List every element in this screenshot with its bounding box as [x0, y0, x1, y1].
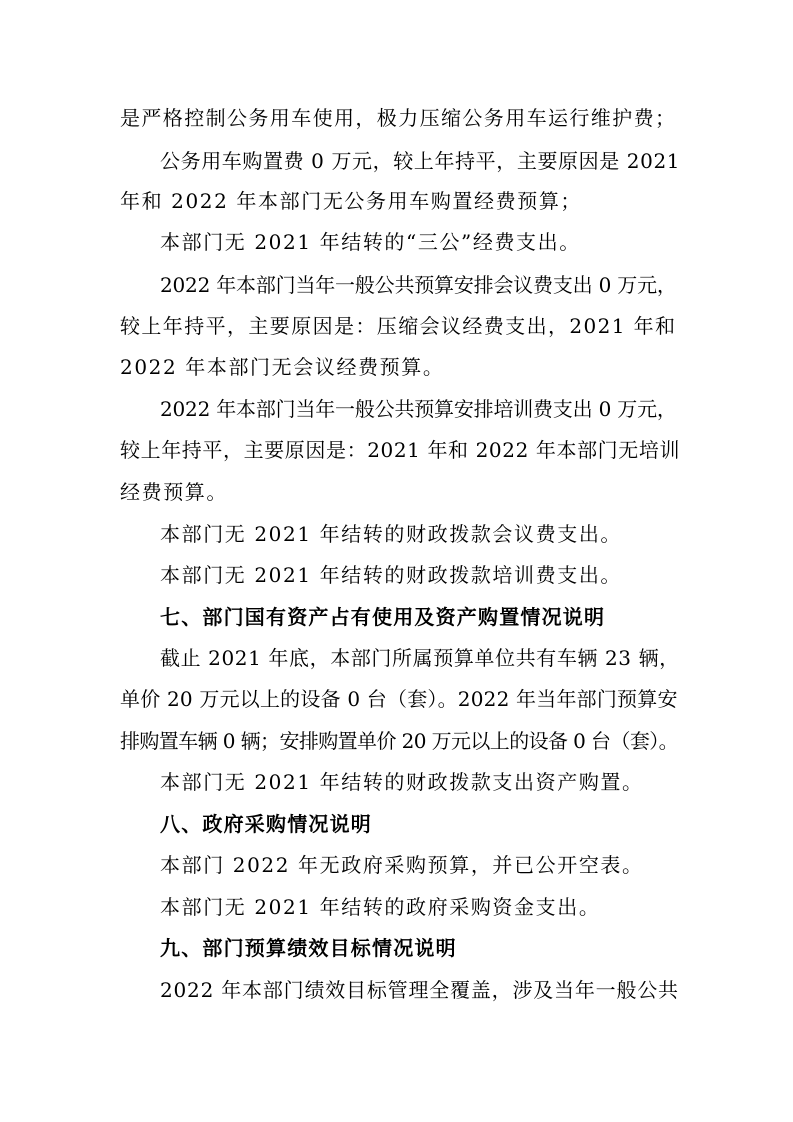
section-heading-9: 九、部门预算绩效目标情况说明 [160, 936, 457, 960]
paragraph-line: 公务用车购置费 0 万元，较上年持平，主要原因是 2021 [160, 149, 681, 173]
paragraph-line: 较上年持平，主要原因是：压缩会议经费支出，2021 年和 [120, 314, 677, 338]
paragraph-line: 2022 年本部门无会议经费预算。 [120, 355, 445, 379]
paragraph-line: 较上年持平，主要原因是：2021 年和 2022 年本部门无培训 [120, 438, 681, 462]
paragraph-line: 2022 年本部门当年一般公共预算安排会议费支出 0 万元， [160, 273, 677, 297]
paragraph-line: 年和 2022 年本部门无公务用车购置经费预算； [120, 189, 583, 213]
section-heading-7: 七、部门国有资产占有使用及资产购置情况说明 [160, 605, 606, 629]
section-heading-8: 八、政府采购情况说明 [160, 812, 372, 836]
paragraph-line: 截止 2021 年底，本部门所属预算单位共有车辆 23 辆， [160, 646, 680, 670]
paragraph-line: 本部门无 2021 年结转的财政拨款支出资产购置。 [160, 770, 644, 794]
paragraph-line: 是严格控制公务用车使用，极力压缩公务用车运行维护费； [120, 106, 677, 130]
paragraph-line: 本部门无 2021 年结转的“三公”经费支出。 [160, 230, 581, 254]
paragraph-line: 本部门无 2021 年结转的财政拨款会议费支出。 [160, 522, 623, 546]
paragraph-line: 单价 20 万元以上的设备 0 台（套）。2022 年当年部门预算安 [120, 687, 678, 711]
paragraph-line: 本部门无 2021 年结转的财政拨款培训费支出。 [160, 563, 623, 587]
paragraph-line: 2022 年本部门绩效目标管理全覆盖，涉及当年一般公共 [160, 978, 679, 1002]
paragraph-line: 排购置车辆 0 辆；安排购置单价 20 万元以上的设备 0 台（套）。 [120, 729, 679, 753]
paragraph-line: 本部门 2022 年无政府采购预算，并已公开空表。 [160, 853, 644, 877]
paragraph-line: 本部门无 2021 年结转的政府采购资金支出。 [160, 895, 601, 919]
paragraph-line: 经费预算。 [120, 480, 228, 504]
paragraph-line: 2022 年本部门当年一般公共预算安排培训费支出 0 万元， [160, 397, 677, 421]
